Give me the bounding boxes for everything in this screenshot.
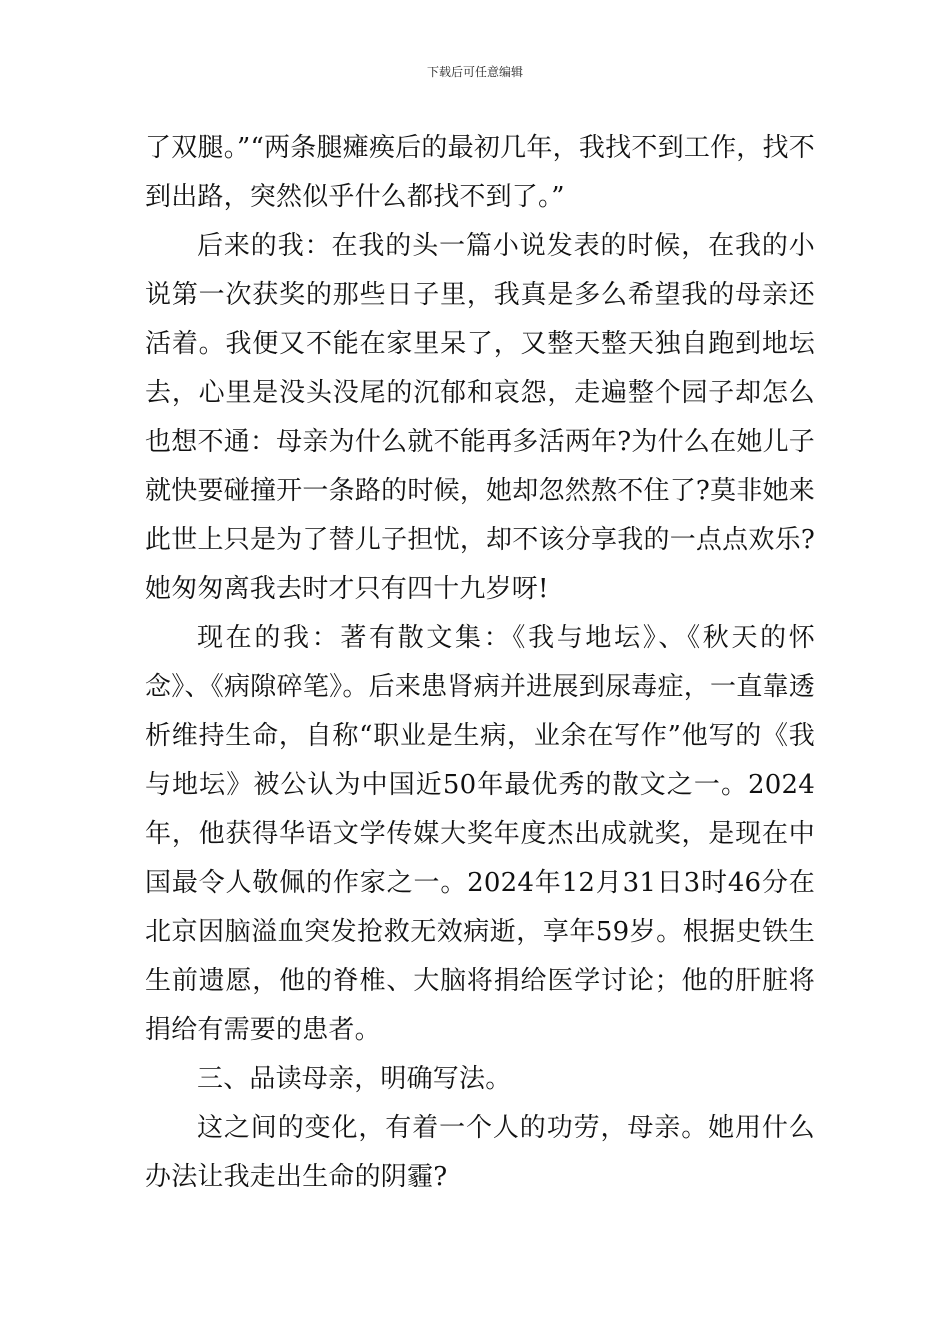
page-header: 下载后可任意编辑: [426, 65, 523, 79]
paragraph-continuation: 了双腿。”“两条腿瘫痪后的最初几年，我找不到工作，找不到出路，突然似乎什么都找不到了。”: [145, 133, 815, 212]
section-heading: 三、品读母亲，明确写法。: [197, 1064, 512, 1094]
paragraph-present-self: 现在的我：著有散文集：《我与地坛》、《秋天的怀念》、《病隙碎笔》。后来患肾病并进展到尿毒症，一直靠透析维持生命，自称“职业是生病，业余在写作”他写的《我与地坛》被公认为中国近50年最优秀的散文之一。2024年，他获得华语文学传媒大奖年度杰出成就奖，是现在中国最令人敬佩的作家之一。2024年12月31日3时46分在北京因脑溢血突发抢救无效病逝，享年59岁。根据史铁生生前遗愿，他的脊椎、大脑将捐给医学讨论；他的肝脏将捐给有需要的患者。: [145, 623, 815, 1045]
paragraph-question: 这之间的变化，有着一个人的功劳，母亲。她用什么办法让我走出生命的阴霾?: [145, 1113, 815, 1192]
paragraph-later-self: 后来的我：在我的头一篇小说发表的时候，在我的小说第一次获奖的那些日子里，我真是多么希望我的母亲还活着。我便又不能在家里呆了，又整天整天独自跑到地坛去，心里是没头没尾的沉郁和哀怨，走遍整个园子却怎么也想不通：母亲为什么就不能再多活两年?为什么在她儿子就快要碰撞开一条路的时候，她却忽然熬不住了?莫非她来此世上只是为了替儿子担忧，却不该分享我的一点点欢乐?她匆匆离我去时才只有四十九岁呀!: [145, 231, 815, 604]
body-text: [145, 124, 815, 1202]
